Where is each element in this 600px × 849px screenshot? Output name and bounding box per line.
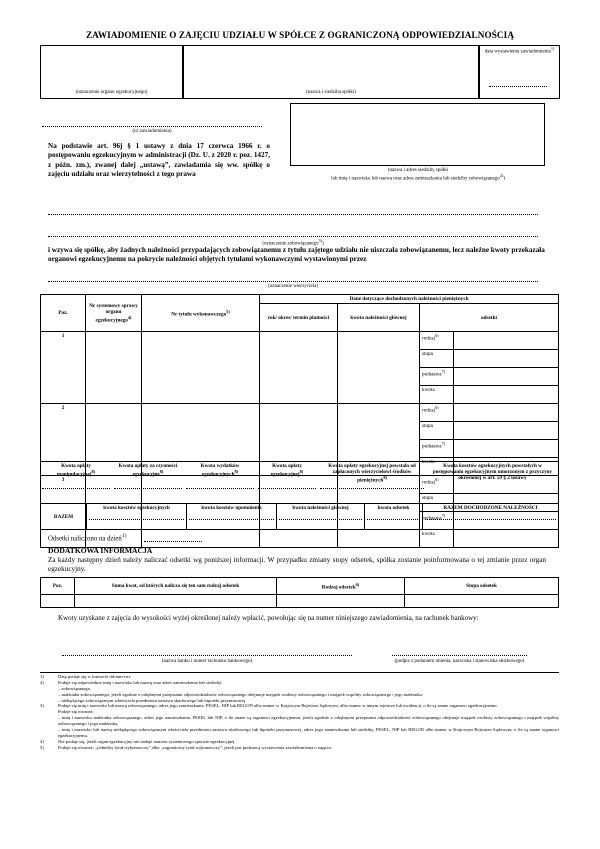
costs-table [40,462,559,498]
call-text: i wzywa się spółkę, aby żadnych należności przypadających zobowiązanemu z tytułu zajętego udziału nie uiszczała zobowiązanemu, lecz należne kwoty przekazała organowi egzekucyjnemu na pokrycie należności objętych tytułami wykonawczymi wystawionymi przez [48,246,545,264]
spolka-address-label: (nazwa i adres siedziby spółki lub imię i nazwisko lub nazwa oraz adres zamieszkania lub siedziby zobowiązanego$^{2)}$) [331,168,505,182]
spolka-address-box[interactable] [290,103,545,166]
odsetki-podstawa: podstawa$^{7)}$ [420,440,454,458]
cost-zaplaconych: Kwota opłaty egzekucyjnej powstała od zapłaconych wierzycielowi środków pieniężnych$^{8)}$ [318,462,426,498]
razem-table [40,503,559,530]
odsetki-value[interactable] [454,404,559,422]
organ-label: (oznaczenie organu egzekucyjnego) [75,90,148,95]
odsetki-value[interactable] [454,440,559,458]
footnote-text: Podaje się odpowiednio imię i nazwisko lub nazwę oraz adres zamieszkania lub siedziby: [58,679,223,685]
razem-dochodzone: RAZEM DOCHODZONE NALEŻNOŚCI [423,504,559,530]
footnote [40,745,559,751]
footnote-text: Podaje się również: [58,709,94,715]
footnote-number: 2) [40,679,44,685]
col-nr-systemowy: Nr systemowy sprawy organu egzekucyjnego$^{4)}$ [86,295,142,332]
razem-koszty: kwota kosztów egzekucyjnych [87,504,187,530]
dod-cell[interactable] [277,595,405,608]
zobowiazany-line-2[interactable] [48,236,538,237]
wierzyciel-line[interactable] [48,281,538,282]
odsetki-rodzaj: rodzaj$^{6)}$ [420,404,454,422]
odsetki-value[interactable] [454,350,559,368]
page-title: ZAWIADOMIENIE O ZAJĘCIU UDZIAŁU W SPÓŁCE Z OGRANICZONĄ ODPOWIEDZIALNOŚCIĄ [85,30,515,40]
zobowiazany-line-1[interactable] [48,214,538,215]
cost-egzekucyjna: Kwota opłaty egzekucyjnej$^{8)}$ [256,462,318,498]
bank-line[interactable] [62,655,352,656]
dod-col-rodzaj: Rodzaj odsetek$^{6)}$ [277,578,405,595]
group-header: Dane dotyczące dochodzonych należności pieniężnych [260,295,559,304]
cell-rok[interactable] [260,332,338,404]
razem-upomnienie: kwota kosztów upomnienia [187,504,277,530]
footnote-number [40,727,58,739]
dod-cell[interactable] [405,595,559,608]
cost-manipulacyjna: Kwota opłaty manipulacyjnej$^{8)}$ [40,462,112,498]
col-tytul: Nr tytułu wykonawczego$^{5)}$ [142,295,260,332]
footnote [40,727,559,739]
footnotes-rule [40,672,559,673]
wierzyciel-label: (oznaczenie wierzyciela) [268,284,318,289]
footnote-text: – zobowiązanego, [58,685,92,691]
legal-basis: Na podstawie art. 96j § 1 ustawy z dnia 17 czerwca 1966 r. o postępowaniu egzekucyjnym w administracji (Dz. U. z 2020 r. poz. 1427, z późn. zm.), zwanej dalej „ustawą”, zawiadamia się ww. spółkę o zajęciu udziału oraz wierzytelności z tego prawa [48,142,270,179]
col-kwota: kwota należności głównej [338,304,420,332]
footnote-number [40,715,58,727]
col-rok: rok/ okres/ termin płatności [260,304,338,332]
dod-cell[interactable] [75,595,277,608]
odsetki-stopa: stopa [420,350,454,368]
odsetki-kwota: kwota [420,458,454,476]
costs-top-rule [40,461,559,462]
odsetki-podstawa: podstawa$^{7)}$ [420,368,454,386]
spolka-label: (nazwa i siedziba spółki) [306,90,356,95]
odsetki-value[interactable] [454,386,559,404]
footnote-text: Datę podaje się w formacie dd-mm-rrrr. [58,674,132,679]
footnote-text: – małżonka zobowiązanego, jeżeli zgodnie z odrębnymi przepisami odpowiedzialność zobowiązanego obejmuje majątek osobisty zobowiązanego i majątek wspólny zobowiązanego i jego małżonka, [58,691,423,697]
footnote-text: Nie podaje się, jeżeli organ egzekucyjny nie nadaje numeru systemowego sprawie egzekucyjnej. [58,738,236,744]
signature-line[interactable] [392,655,527,656]
odsetki-value[interactable] [454,368,559,386]
date-line[interactable] [489,86,547,87]
dod-cell[interactable] [41,595,75,608]
footnote [40,715,559,727]
row-poz: 3 [41,476,86,548]
dodatkowa-heading: DODATKOWA INFORMACJA [48,546,153,555]
bank-text: Kwoty uzyskane z zajęcia do wysokości wyżej określonej należy wpłacić, powołując się na numer niniejszego zawiadomienia, na rachunek bankowy: [58,614,479,622]
dodatkowa-text: Za każdy następny dzień należy naliczać odsetki wg poniższej informacji. W przypadku zmiany stopy odsetek, spółka zostanie poinformowana o tej zmianie przez organ egzekucyjny. [48,556,546,574]
odsetki-value[interactable] [454,530,559,548]
odsetki-podstawa: podstawa$^{7)}$ [420,512,454,530]
footnote-text: – imię i nazwisko lub nazwę niebędącego zobowiązanym właściciela przedmiotu zastawu skarbowego lub hipoteki przymusowej, adres jego zamieszkania lub siedziby, PESEL, NIP lub REGON albo numer w Krajowym Rejestrze Sądowym, o ile są znane organowi egzekucyjnemu. [58,726,559,738]
cell-kwota[interactable] [338,332,420,404]
footnote-text: – imię i nazwisko małżonka zobowiązanego, adres jego zamieszkania, PESEL lub NIP, o ile znane są organowi egzekucyjnemu, jeżeli zgodnie z odrębnymi przepisami odpowiedzialność zobowiązanego obejmuje majątek osobisty zobowiązanego i majątek wspólny zobowiązanego i jego małżonka, [58,715,559,726]
date-label: data wystawienia zawiadomienia$^{1)}$ [484,46,555,55]
zobowiazany-label: (oznaczenie zobowiązanego$^{3)}$) [262,238,324,247]
odsetki-date-line[interactable] [144,541,202,542]
footnote-text: – niebędącego zobowiązanym właściciela przedmiotu zastawu skarbowego lub hipoteki przymusowej. [58,697,247,703]
cell-nr[interactable] [86,332,142,404]
nr-label: (nr zawiadomienia) [132,129,172,134]
odsetki-kwota: kwota [420,530,454,548]
col-poz: Poz. [41,295,86,332]
odsetki-rodzaj: rodzaj$^{6)}$ [420,476,454,494]
cost-wydatki: Kwota wydatków egzekucyjnych$^{8)}$ [184,462,256,498]
razem-label: RAZEM [41,504,87,530]
cost-czynnosci: Kwota opłaty za czynności egzekucyjne$^{8)}$ [112,462,184,498]
col-odsetki: odsetki [420,304,559,332]
dod-col-suma: Suma kwot, od których nalicza się ten sam rodzaj odsetek [75,578,277,595]
footnote-number: 1) [40,674,44,679]
signature-label: (podpis z podaniem imienia, nazwiska i stanowiska służbowego) [394,659,525,664]
odsetki-stopa: stopa [420,422,454,440]
cost-umorzonym: Kwota kosztów egzekucyjnych powstałych w postępowaniu egzekucyjnym umorzonym z przyczyny określonej w art. 59 § 2 ustawy [432,463,553,481]
dodatkowa-table [40,577,559,608]
nr-line[interactable] [42,126,262,127]
odsetki-kwota: kwota [420,386,454,404]
odsetki-value[interactable] [454,332,559,350]
footnote-number: 5) [40,744,44,750]
footnote-text: Podaje się imię i nazwisko lub nazwę zobowiązanego, adres jego zamieszkania, PESEL, NIP lub REGON albo numer w Krajowym Rejestrze Sądowym, albo numer w innym rejestrze lub ewidencji, o ile są znane organowi egzekucyjnemu. [58,703,498,709]
footnote-text: Podaje się również: „jednolity tytuł wykonawczy” albo „zagraniczny tytuł wykonawczy”, jeżeli jest podstawą wystawienia zawiadomienia o zajęciu. [58,744,332,750]
row-poz: 2 [41,404,86,476]
odsetki-value[interactable] [454,422,559,440]
cell-tytul[interactable] [142,332,260,404]
row-poz: 1 [41,332,86,404]
odsetki-rodzaj: rodzaj$^{6)}$ [420,332,454,350]
odsetki-stopa: stopa [420,494,454,512]
footnote-number: 3) [40,703,44,709]
razem-naleznosc: kwota należności głównej [277,504,365,530]
footnote-number: 4) [40,738,44,744]
razem-odsetki: kwota odsetek [365,504,423,530]
footnotes [40,674,559,750]
bank-label: (nazwa banku i numer rachunku bankowego) [161,659,253,664]
odsetki-line-text: Odsetki naliczono na dzień$^{1)}$ [48,533,127,543]
dod-col-poz: Poz. [41,578,75,595]
dod-col-stopa: Stopa odsetek [405,578,559,595]
